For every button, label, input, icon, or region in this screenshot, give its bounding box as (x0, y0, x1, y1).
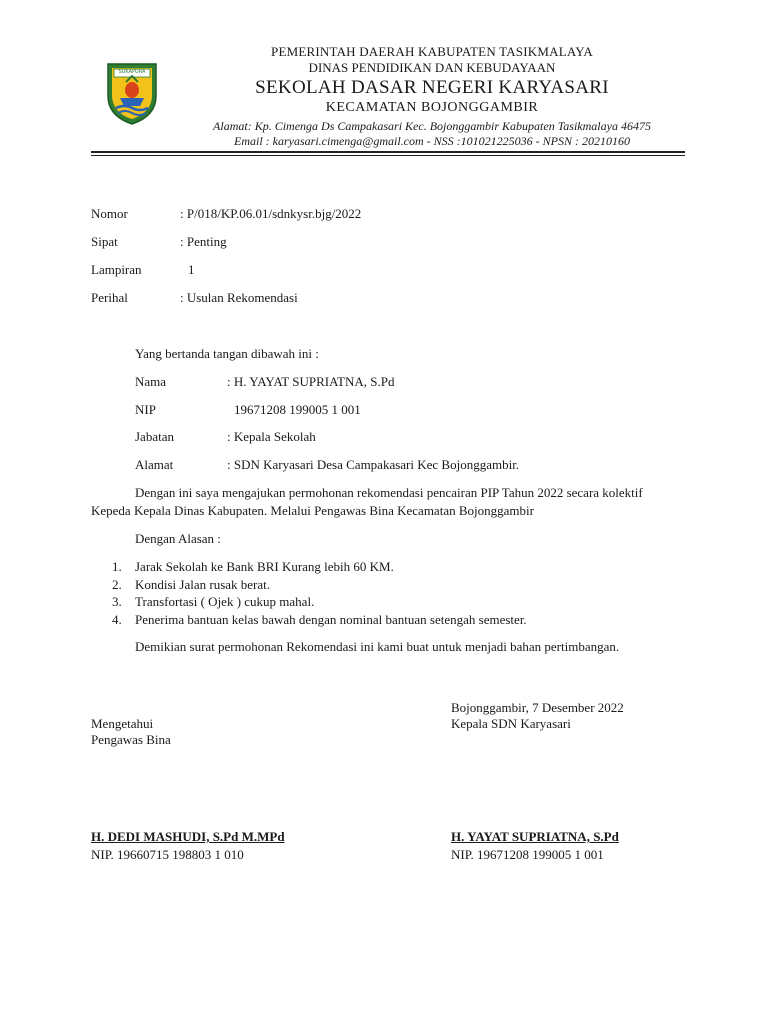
place-date: Bojonggambir, 7 Desember 2022 (451, 700, 624, 715)
paragraph-line-2: Kepeda Kepala Dinas Kabupaten. Melalui Pengawas Bina Kecamatan Bojonggambir (91, 503, 534, 518)
left-signatory-name: H. DEDI MASHUDI, S.Pd M.MPd (91, 829, 285, 844)
jabatan-label: Jabatan (135, 429, 174, 444)
list-item: 2. Kondisi Jalan rusak berat. (112, 576, 271, 592)
left-signatory-nip: NIP. 19660715 198803 1 010 (91, 847, 244, 862)
school-logo (104, 60, 160, 126)
nip-label: NIP (135, 402, 156, 417)
left-role-1: Mengetahui (91, 716, 154, 731)
header-divider-thick (91, 151, 685, 153)
lampiran-value: 1 (188, 262, 195, 277)
alasan-heading: Dengan Alasan : (135, 531, 221, 546)
sipat-label: Sipat (91, 234, 118, 249)
left-role-2: Pengawas Bina (91, 732, 171, 747)
nama-label: Nama (135, 374, 167, 389)
jabatan-value: : Kepala Sekolah (227, 429, 316, 444)
right-role: Kepala SDN Karyasari (451, 716, 571, 731)
nip-value: 19671208 199005 1 001 (234, 402, 361, 417)
paragraph-line-1: Dengan ini saya mengajukan permohonan rekomendasi pencairan PIP Tahun 2022 secara kolektif (135, 485, 643, 500)
alamat-label: Alamat (135, 457, 174, 472)
header-divider-thin (91, 155, 685, 156)
nama-value: : H. YAYAT SUPRIATNA, S.Pd (227, 374, 395, 389)
perihal-value: : Usulan Rekomendasi (180, 290, 298, 305)
header-government: PEMERINTAH DAERAH KABUPATEN TASIKMALAYA (271, 44, 593, 59)
list-item: 4. Penerima bantuan kelas bawah dengan nominal bantuan setengah semester. (112, 611, 527, 627)
header-email: Email : karyasari.cimenga@gmail.com - NSS :101021225036 - NPSN : 20210160 (234, 134, 630, 148)
list-item: 1. Jarak Sekolah ke Bank BRI Kurang lebih 60 KM. (112, 559, 394, 574)
header-school-name: SEKOLAH DASAR NEGERI KARYASARI (255, 77, 609, 98)
right-signatory-name: H. YAYAT SUPRIATNA, S.Pd (451, 829, 619, 844)
sipat-value: : Penting (180, 234, 227, 249)
nomor-label: Nomor (91, 206, 128, 221)
right-signatory-nip: NIP. 19671208 199005 1 001 (451, 847, 604, 862)
list-item: 3. Transfortasi ( Ojek ) cukup mahal. (112, 594, 315, 609)
reasons-list (112, 559, 672, 629)
perihal-label: Perihal (91, 290, 128, 305)
lampiran-label: Lampiran (91, 262, 142, 277)
intro-text: Yang bertanda tangan dibawah ini : (135, 346, 319, 361)
header-address: Alamat: Kp. Cimenga Ds Campakasari Kec. Bojonggambir Kabupaten Tasikmalaya 46475 (213, 119, 651, 133)
nomor-value: : P/018/KP.06.01/sdnkysr.bjg/2022 (180, 206, 362, 221)
header-district: KECAMATAN BOJONGGAMBIR (325, 100, 539, 115)
logo-text: SUKAPURA (118, 69, 146, 75)
header-department: DINAS PENDIDIKAN DAN KEBUDAYAAN (308, 60, 556, 75)
closing-text: Demikian surat permohonan Rekomendasi ini kami buat untuk menjadi bahan pertimbangan. (135, 639, 620, 654)
alamat-value: : SDN Karyasari Desa Campakasari Kec Bojonggambir. (227, 457, 520, 472)
